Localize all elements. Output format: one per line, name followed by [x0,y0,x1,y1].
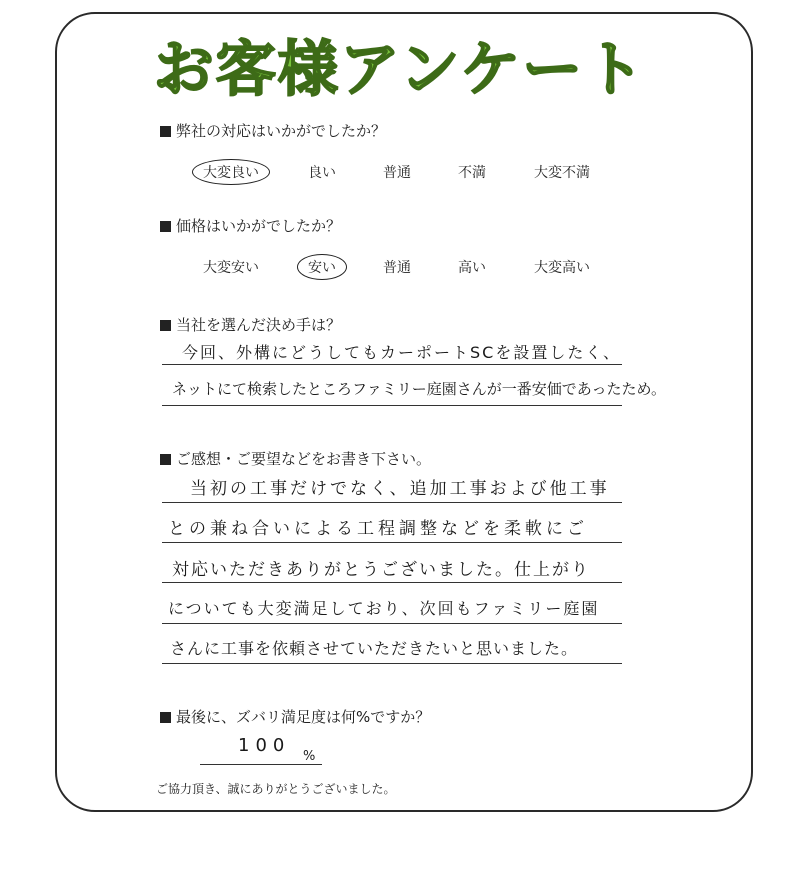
answer-rule [162,405,622,406]
question-3 [160,314,341,335]
q1-option-2[interactable]: 良い [308,165,336,181]
q2-option-5[interactable]: 大変高い [534,260,590,276]
satisfaction-value: 100 [238,735,291,756]
bullet-square-icon [160,126,171,137]
answer-rule [162,623,622,624]
q1-option-5[interactable]: 大変不満 [534,165,590,181]
answer-rule [162,542,622,543]
q3-answer-line-1: 今回、外構にどうしてもカーポートSCを設置したく、 [182,343,622,362]
bullet-square-icon [160,221,171,232]
bullet-square-icon [160,454,171,465]
thank-you-note: ご協力頂き、誠にありがとうございました。 [156,782,396,796]
answer-rule [162,663,622,664]
question-1 [160,120,386,141]
q1-option-1[interactable]: 大変良い [192,159,270,185]
question-2-label: 価格はいかがでしたか？ [176,217,342,235]
q2-option-4[interactable]: 高い [458,260,486,276]
question-5-label: 最後に、ズバリ満足度は何%ですか？ [176,708,431,726]
answer-rule [162,502,622,503]
q2-option-2[interactable]: 安い [297,254,347,280]
question-3-label: 当社を選んだ決め手は？ [176,316,342,334]
bullet-square-icon [160,712,171,723]
answer-rule [162,364,622,365]
q2-option-3[interactable]: 普通 [383,260,411,276]
q4-answer-line-5: さんに工事を依頼させていただきたいと思いました。 [170,639,579,658]
answer-rule [162,582,622,583]
bullet-square-icon [160,320,171,331]
question-2 [160,215,341,236]
question-1-label: 弊社の対応はいかがでしたか？ [176,122,387,140]
q2-option-1[interactable]: 大変安い [203,260,259,276]
survey-title: お客様アンケート [153,35,647,105]
q4-answer-line-2: との兼ね合いによる工程調整などを柔軟にご [168,519,588,539]
question-4-label: ご感想・ご要望などをお書き下さい。 [176,450,432,468]
q4-answer-line-4: についても大変満足しており、次回もファミリー庭園 [168,599,600,618]
q4-answer-line-3: 対応いただきありがとうございました。仕上がり [172,560,590,580]
q3-answer-line-2: ネットにて検索したところファミリー庭園さんが一番安価であったため。 [172,380,666,398]
question-5 [160,706,430,727]
q4-answer-line-1: 当初の工事だけでなく、追加工事および他工事 [190,479,610,499]
question-4 [160,448,431,469]
q1-option-4[interactable]: 不満 [458,165,486,181]
satisfaction-underline [200,764,322,765]
q1-option-3[interactable]: 普通 [383,165,411,181]
satisfaction-unit: % [303,749,316,764]
